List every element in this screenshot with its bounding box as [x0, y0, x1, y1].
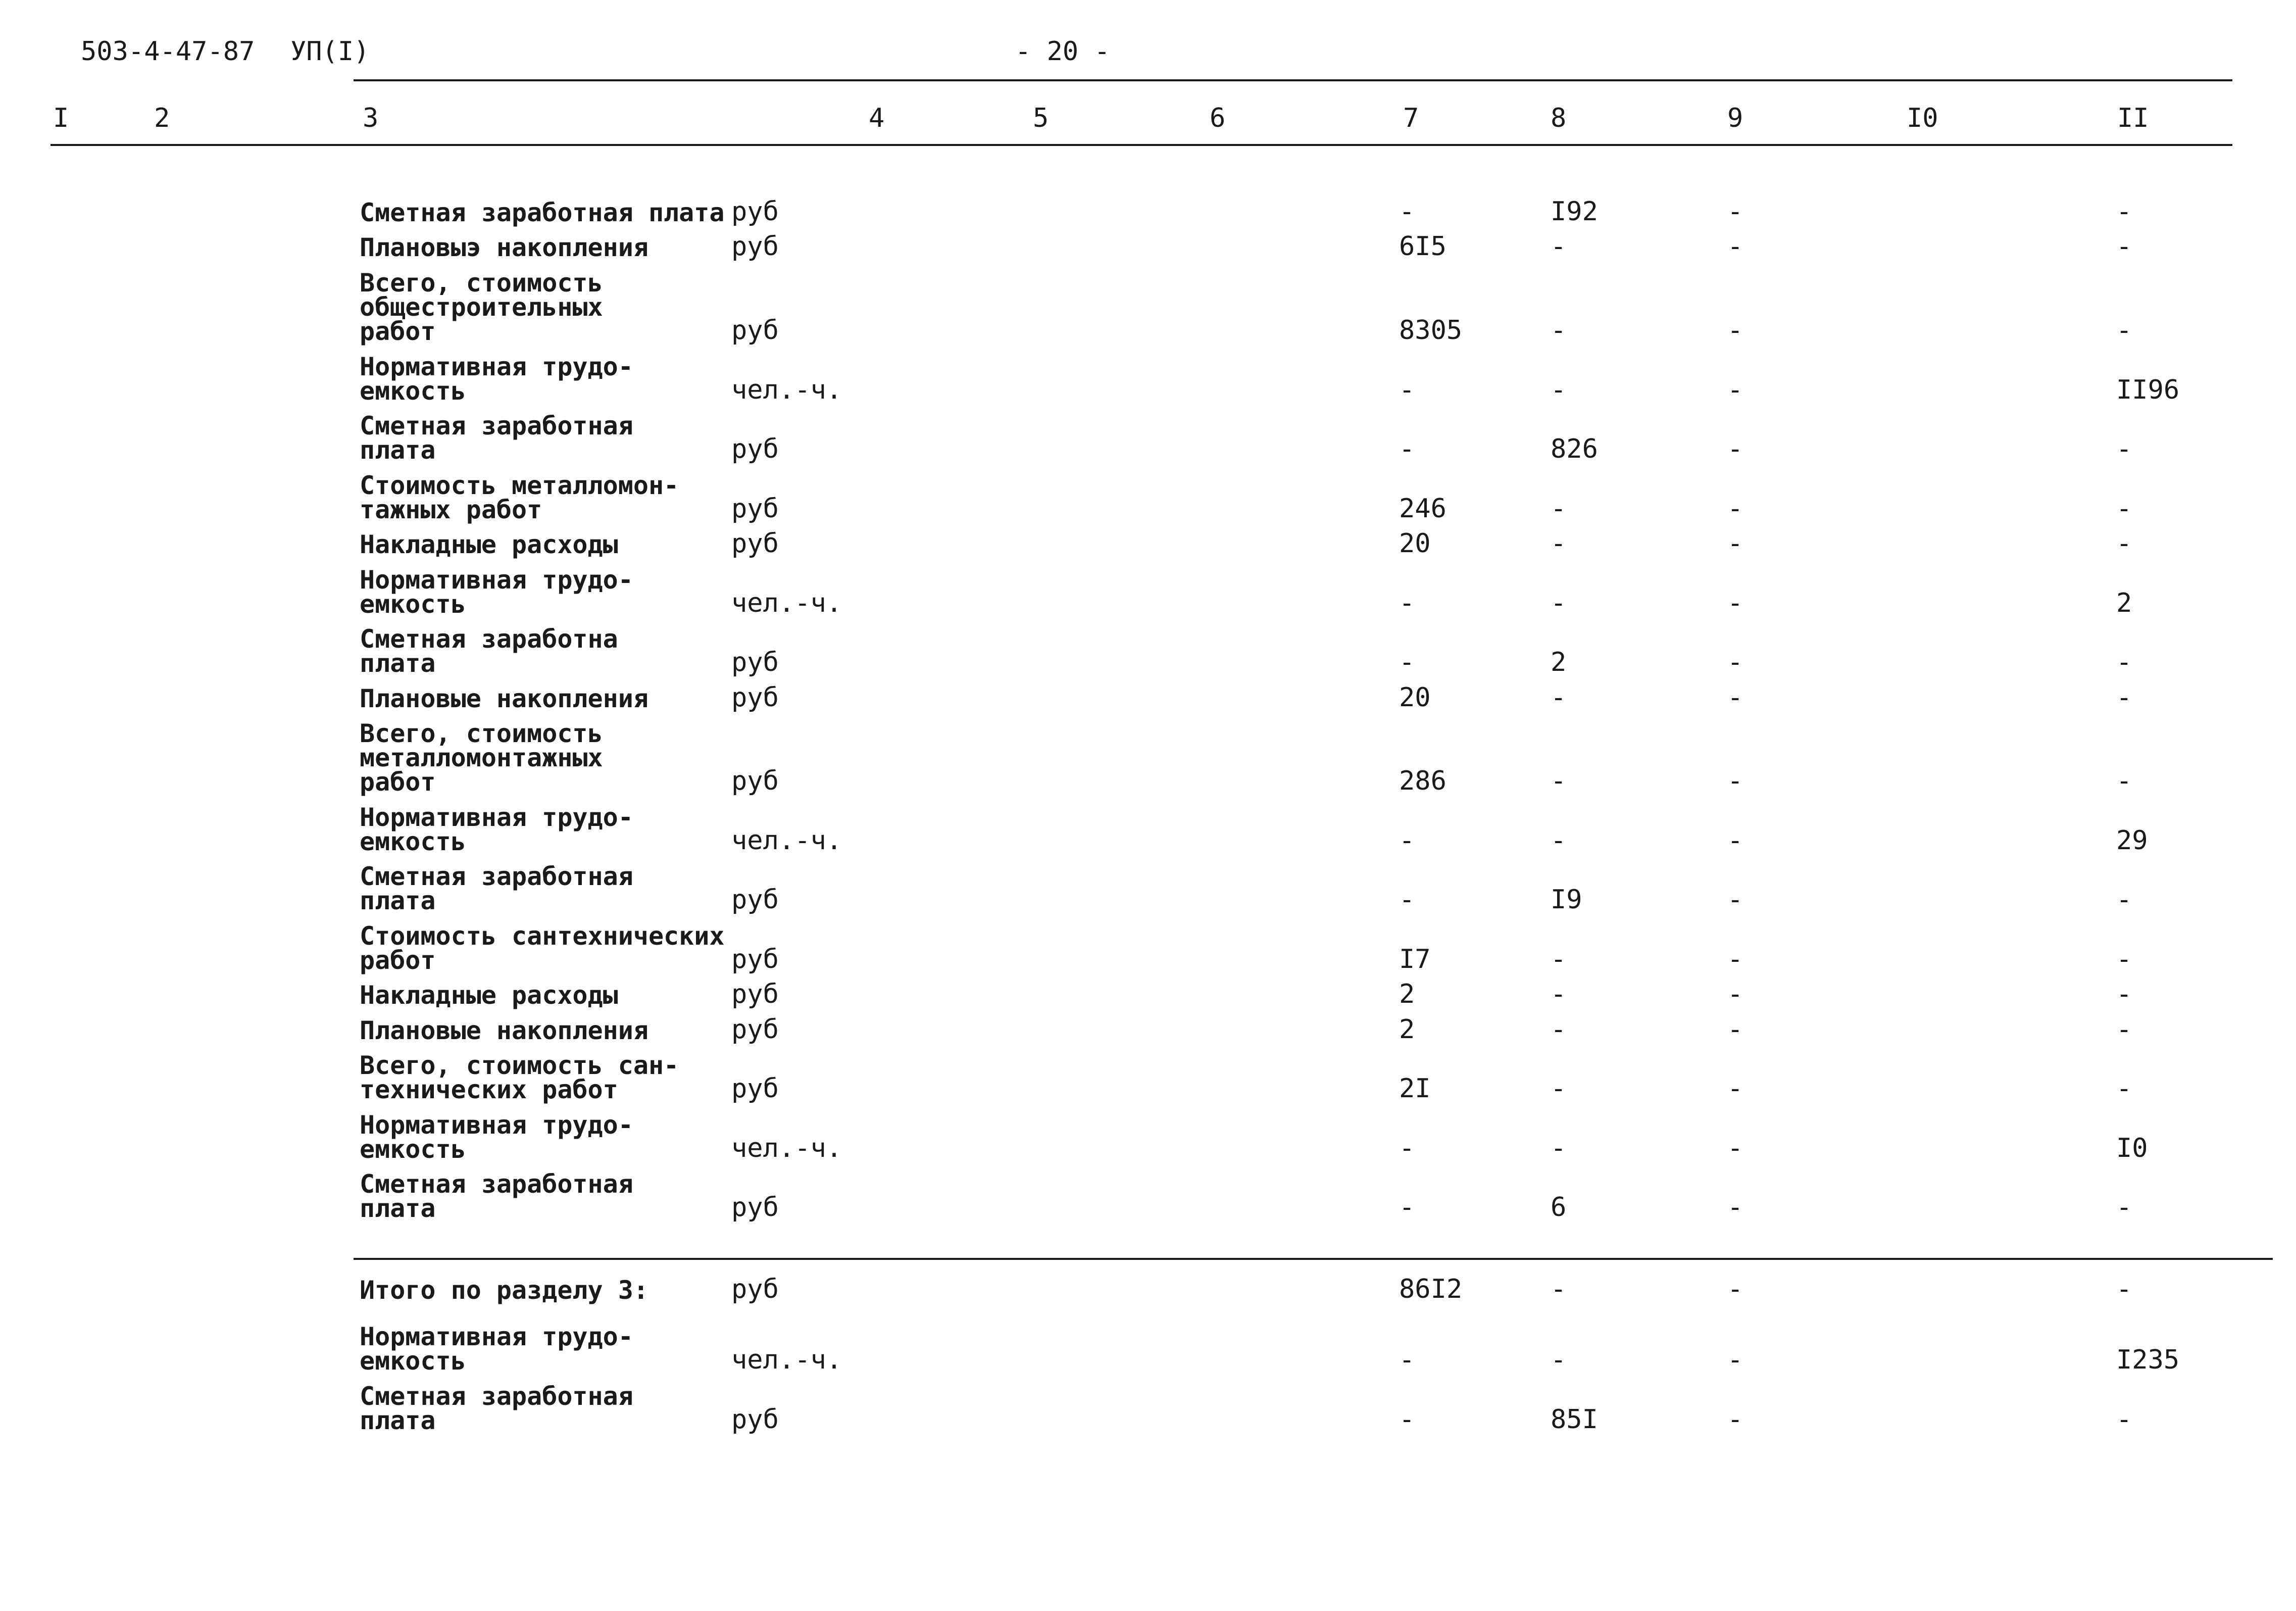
estimate-col-8: - — [1551, 766, 1567, 796]
estimate-unit: руб — [731, 885, 779, 915]
estimate-col-8: - — [1551, 375, 1567, 405]
estimate-col-11: 2 — [2116, 588, 2132, 618]
estimate-row — [0, 624, 2296, 678]
estimate-unit: руб — [731, 197, 779, 227]
estimate-col-7: - — [1399, 375, 1415, 405]
estimate-col-9: - — [1727, 375, 1743, 405]
estimate-label: Всего, стоимость общестроительных работ — [360, 268, 603, 346]
total-col-11: - — [2116, 1274, 2132, 1304]
estimate-col-7: 286 — [1399, 766, 1446, 796]
estimate-col-7: I7 — [1399, 944, 1431, 974]
estimate-unit: руб — [731, 1014, 779, 1045]
estimate-col-8: - — [1551, 494, 1567, 524]
estimate-label: Нормативная трудо- емкость — [360, 352, 633, 406]
estimate-col-11: - — [2116, 1073, 2132, 1104]
album-code: УП(I) — [290, 36, 370, 67]
estimate-col-11: - — [2116, 434, 2132, 464]
column-number-11: II — [2117, 103, 2149, 133]
estimate-label: Всего, стоимость металломонтажных работ — [360, 719, 603, 797]
estimate-col-8: 6 — [1551, 1192, 1567, 1223]
estimate-unit: руб — [731, 766, 779, 796]
column-number-1: I — [53, 103, 69, 133]
estimate-col-11: - — [2116, 197, 2132, 227]
estimate-col-11: - — [2116, 231, 2132, 262]
estimate-label: Нормативная трудо- емкость — [360, 565, 633, 619]
column-number-7: 7 — [1403, 103, 1419, 133]
estimate-col-8: - — [1551, 979, 1567, 1009]
estimate-col-7: 20 — [1399, 528, 1431, 559]
estimate-col-8: - — [1551, 528, 1567, 559]
estimate-col-7: 6I5 — [1399, 231, 1446, 262]
estimate-col-11: - — [2116, 944, 2132, 974]
total-unit: чел.-ч. — [731, 1345, 842, 1375]
estimate-col-11: - — [2116, 682, 2132, 713]
estimate-col-11: - — [2116, 1192, 2132, 1223]
estimate-col-9: - — [1727, 825, 1743, 856]
total-col-8: 85I — [1551, 1404, 1598, 1435]
estimate-row — [0, 268, 2296, 346]
estimate-unit: руб — [731, 979, 779, 1009]
estimate-label: Нормативная трудо- емкость — [360, 803, 633, 856]
estimate-row — [0, 565, 2296, 619]
estimate-unit: чел.-ч. — [731, 375, 842, 405]
estimate-col-8: - — [1551, 1073, 1567, 1104]
estimate-unit: руб — [731, 434, 779, 464]
estimate-unit: руб — [731, 528, 779, 559]
estimate-col-7: 2 — [1399, 1014, 1415, 1045]
estimate-label: Накладные расходы — [360, 981, 618, 1010]
estimate-col-9: - — [1727, 944, 1743, 974]
estimate-col-11: 29 — [2116, 825, 2148, 856]
estimate-col-7: 2 — [1399, 979, 1415, 1009]
estimate-col-7: - — [1399, 1133, 1415, 1163]
estimate-row — [0, 864, 2296, 913]
column-number-10: I0 — [1907, 103, 1938, 133]
estimate-row — [0, 921, 2296, 975]
estimate-col-7: 8305 — [1399, 315, 1463, 346]
total-col-7: - — [1399, 1345, 1415, 1375]
total-col-8: - — [1551, 1345, 1567, 1375]
total-unit: руб — [731, 1274, 779, 1304]
total-col-9: - — [1727, 1345, 1743, 1375]
estimate-col-7: - — [1399, 1192, 1415, 1223]
estimate-col-9: - — [1727, 1073, 1743, 1104]
column-number-6: 6 — [1210, 103, 1226, 133]
estimate-col-9: - — [1727, 528, 1743, 559]
estimate-col-9: - — [1727, 979, 1743, 1009]
estimate-label: Сметная заработна плата — [360, 624, 618, 678]
column-number-8: 8 — [1551, 103, 1567, 133]
column-number-9: 9 — [1727, 103, 1743, 133]
estimate-col-9: - — [1727, 766, 1743, 796]
estimate-unit: руб — [731, 315, 779, 346]
estimate-row — [0, 979, 2296, 1010]
estimate-col-9: - — [1727, 647, 1743, 677]
estimate-label: Плановые накопления — [360, 684, 648, 713]
total-label: Сметная заработная плата — [360, 1382, 633, 1435]
estimate-col-8: - — [1551, 825, 1567, 856]
estimate-col-9: - — [1727, 315, 1743, 346]
total-col-9: - — [1727, 1404, 1743, 1435]
estimate-col-7: 246 — [1399, 494, 1446, 524]
estimate-label: Плановые накопления — [360, 1016, 648, 1045]
estimate-unit: чел.-ч. — [731, 588, 842, 618]
page-number: - 20 - — [1015, 36, 1110, 67]
estimate-col-11: - — [2116, 979, 2132, 1009]
estimate-unit: руб — [731, 647, 779, 677]
estimate-col-7: - — [1399, 647, 1415, 677]
estimate-col-9: - — [1727, 434, 1743, 464]
estimate-row — [0, 1053, 2296, 1102]
estimate-label: Нормативная трудо- емкость — [360, 1110, 633, 1164]
total-unit: руб — [731, 1404, 779, 1435]
estimate-row — [0, 1110, 2296, 1164]
estimate-col-11: - — [2116, 494, 2132, 524]
estimate-label: Сметная заработная плата — [360, 411, 633, 465]
estimate-col-8: 2 — [1551, 647, 1567, 677]
estimate-col-8: - — [1551, 1014, 1567, 1045]
estimate-col-11: - — [2116, 647, 2132, 677]
header-top-rule — [354, 79, 2232, 81]
column-number-4: 4 — [869, 103, 885, 133]
estimate-col-8: - — [1551, 588, 1567, 618]
estimate-col-7: - — [1399, 825, 1415, 856]
estimate-col-8: - — [1551, 682, 1567, 713]
estimate-col-11: - — [2116, 315, 2132, 346]
total-col-11: - — [2116, 1404, 2132, 1435]
estimate-col-7: - — [1399, 434, 1415, 464]
total-label: Итого по разделу 3: — [360, 1276, 648, 1305]
estimate-label: Плановыэ накопления — [360, 233, 648, 262]
estimate-row — [0, 682, 2296, 713]
estimate-col-7: - — [1399, 885, 1415, 915]
estimate-col-8: 826 — [1551, 434, 1598, 464]
total-col-9: - — [1727, 1274, 1743, 1304]
total-row — [0, 1384, 2296, 1433]
estimate-row — [0, 411, 2296, 465]
column-number-3: 3 — [363, 103, 379, 133]
estimate-col-8: - — [1551, 944, 1567, 974]
estimate-col-7: 20 — [1399, 682, 1431, 713]
estimate-row — [0, 473, 2296, 522]
estimate-col-11: - — [2116, 766, 2132, 796]
estimate-unit: руб — [731, 1073, 779, 1104]
estimate-col-11: II96 — [2116, 375, 2180, 405]
estimate-row — [0, 805, 2296, 854]
estimate-col-7: - — [1399, 588, 1415, 618]
estimate-row — [0, 197, 2296, 227]
estimate-col-11: - — [2116, 1014, 2132, 1045]
document-code: 503-4-47-87 — [81, 36, 255, 67]
column-number-5: 5 — [1033, 103, 1049, 133]
estimate-label: Сметная заработная плата — [360, 862, 633, 915]
estimate-col-9: - — [1727, 1192, 1743, 1223]
estimate-label: Сметная заработная плата — [360, 198, 725, 227]
estimate-col-9: - — [1727, 1133, 1743, 1163]
estimate-col-9: - — [1727, 885, 1743, 915]
total-col-7: 86I2 — [1399, 1274, 1463, 1304]
estimate-unit: чел.-ч. — [731, 1133, 842, 1163]
estimate-unit: руб — [731, 1192, 779, 1223]
total-col-11: I235 — [2116, 1345, 2180, 1375]
estimate-col-9: - — [1727, 588, 1743, 618]
estimate-row — [0, 1014, 2296, 1045]
estimate-label: Накладные расходы — [360, 530, 618, 559]
estimate-row — [0, 231, 2296, 262]
estimate-unit: руб — [731, 494, 779, 524]
estimate-col-8: - — [1551, 231, 1567, 262]
estimate-unit: руб — [731, 944, 779, 974]
estimate-col-11: I0 — [2116, 1133, 2148, 1163]
total-col-8: - — [1551, 1274, 1567, 1304]
estimate-col-8: - — [1551, 1133, 1567, 1163]
estimate-label: Сметная заработная плата — [360, 1169, 633, 1223]
estimate-label: Стоимость сантехнических работ — [360, 921, 725, 975]
section-total-rule — [354, 1258, 2273, 1260]
estimate-col-7: - — [1399, 197, 1415, 227]
estimate-row — [0, 1169, 2296, 1223]
estimate-row — [0, 528, 2296, 559]
estimate-label: Всего, стоимость сан- технических работ — [360, 1051, 679, 1104]
estimate-col-8: I92 — [1551, 197, 1598, 227]
estimate-col-9: - — [1727, 1014, 1743, 1045]
estimate-label: Стоимость металломон- тажных работ — [360, 471, 679, 524]
total-row — [0, 1322, 2296, 1376]
estimate-col-11: - — [2116, 528, 2132, 559]
estimate-col-8: - — [1551, 315, 1567, 346]
estimate-unit: чел.-ч. — [731, 825, 842, 856]
total-col-7: - — [1399, 1404, 1415, 1435]
estimate-col-9: - — [1727, 197, 1743, 227]
total-row — [0, 1274, 2296, 1305]
estimate-col-9: - — [1727, 494, 1743, 524]
estimate-col-7: 2I — [1399, 1073, 1431, 1104]
estimate-col-11: - — [2116, 885, 2132, 915]
estimate-col-8: I9 — [1551, 885, 1582, 915]
total-label: Нормативная трудо- емкость — [360, 1322, 633, 1376]
estimate-unit: руб — [731, 231, 779, 262]
estimate-col-9: - — [1727, 682, 1743, 713]
estimate-row — [0, 719, 2296, 797]
estimate-row — [0, 352, 2296, 406]
estimate-unit: руб — [731, 682, 779, 713]
column-number-2: 2 — [154, 103, 170, 133]
estimate-col-9: - — [1727, 231, 1743, 262]
column-header-rule — [51, 144, 2232, 146]
